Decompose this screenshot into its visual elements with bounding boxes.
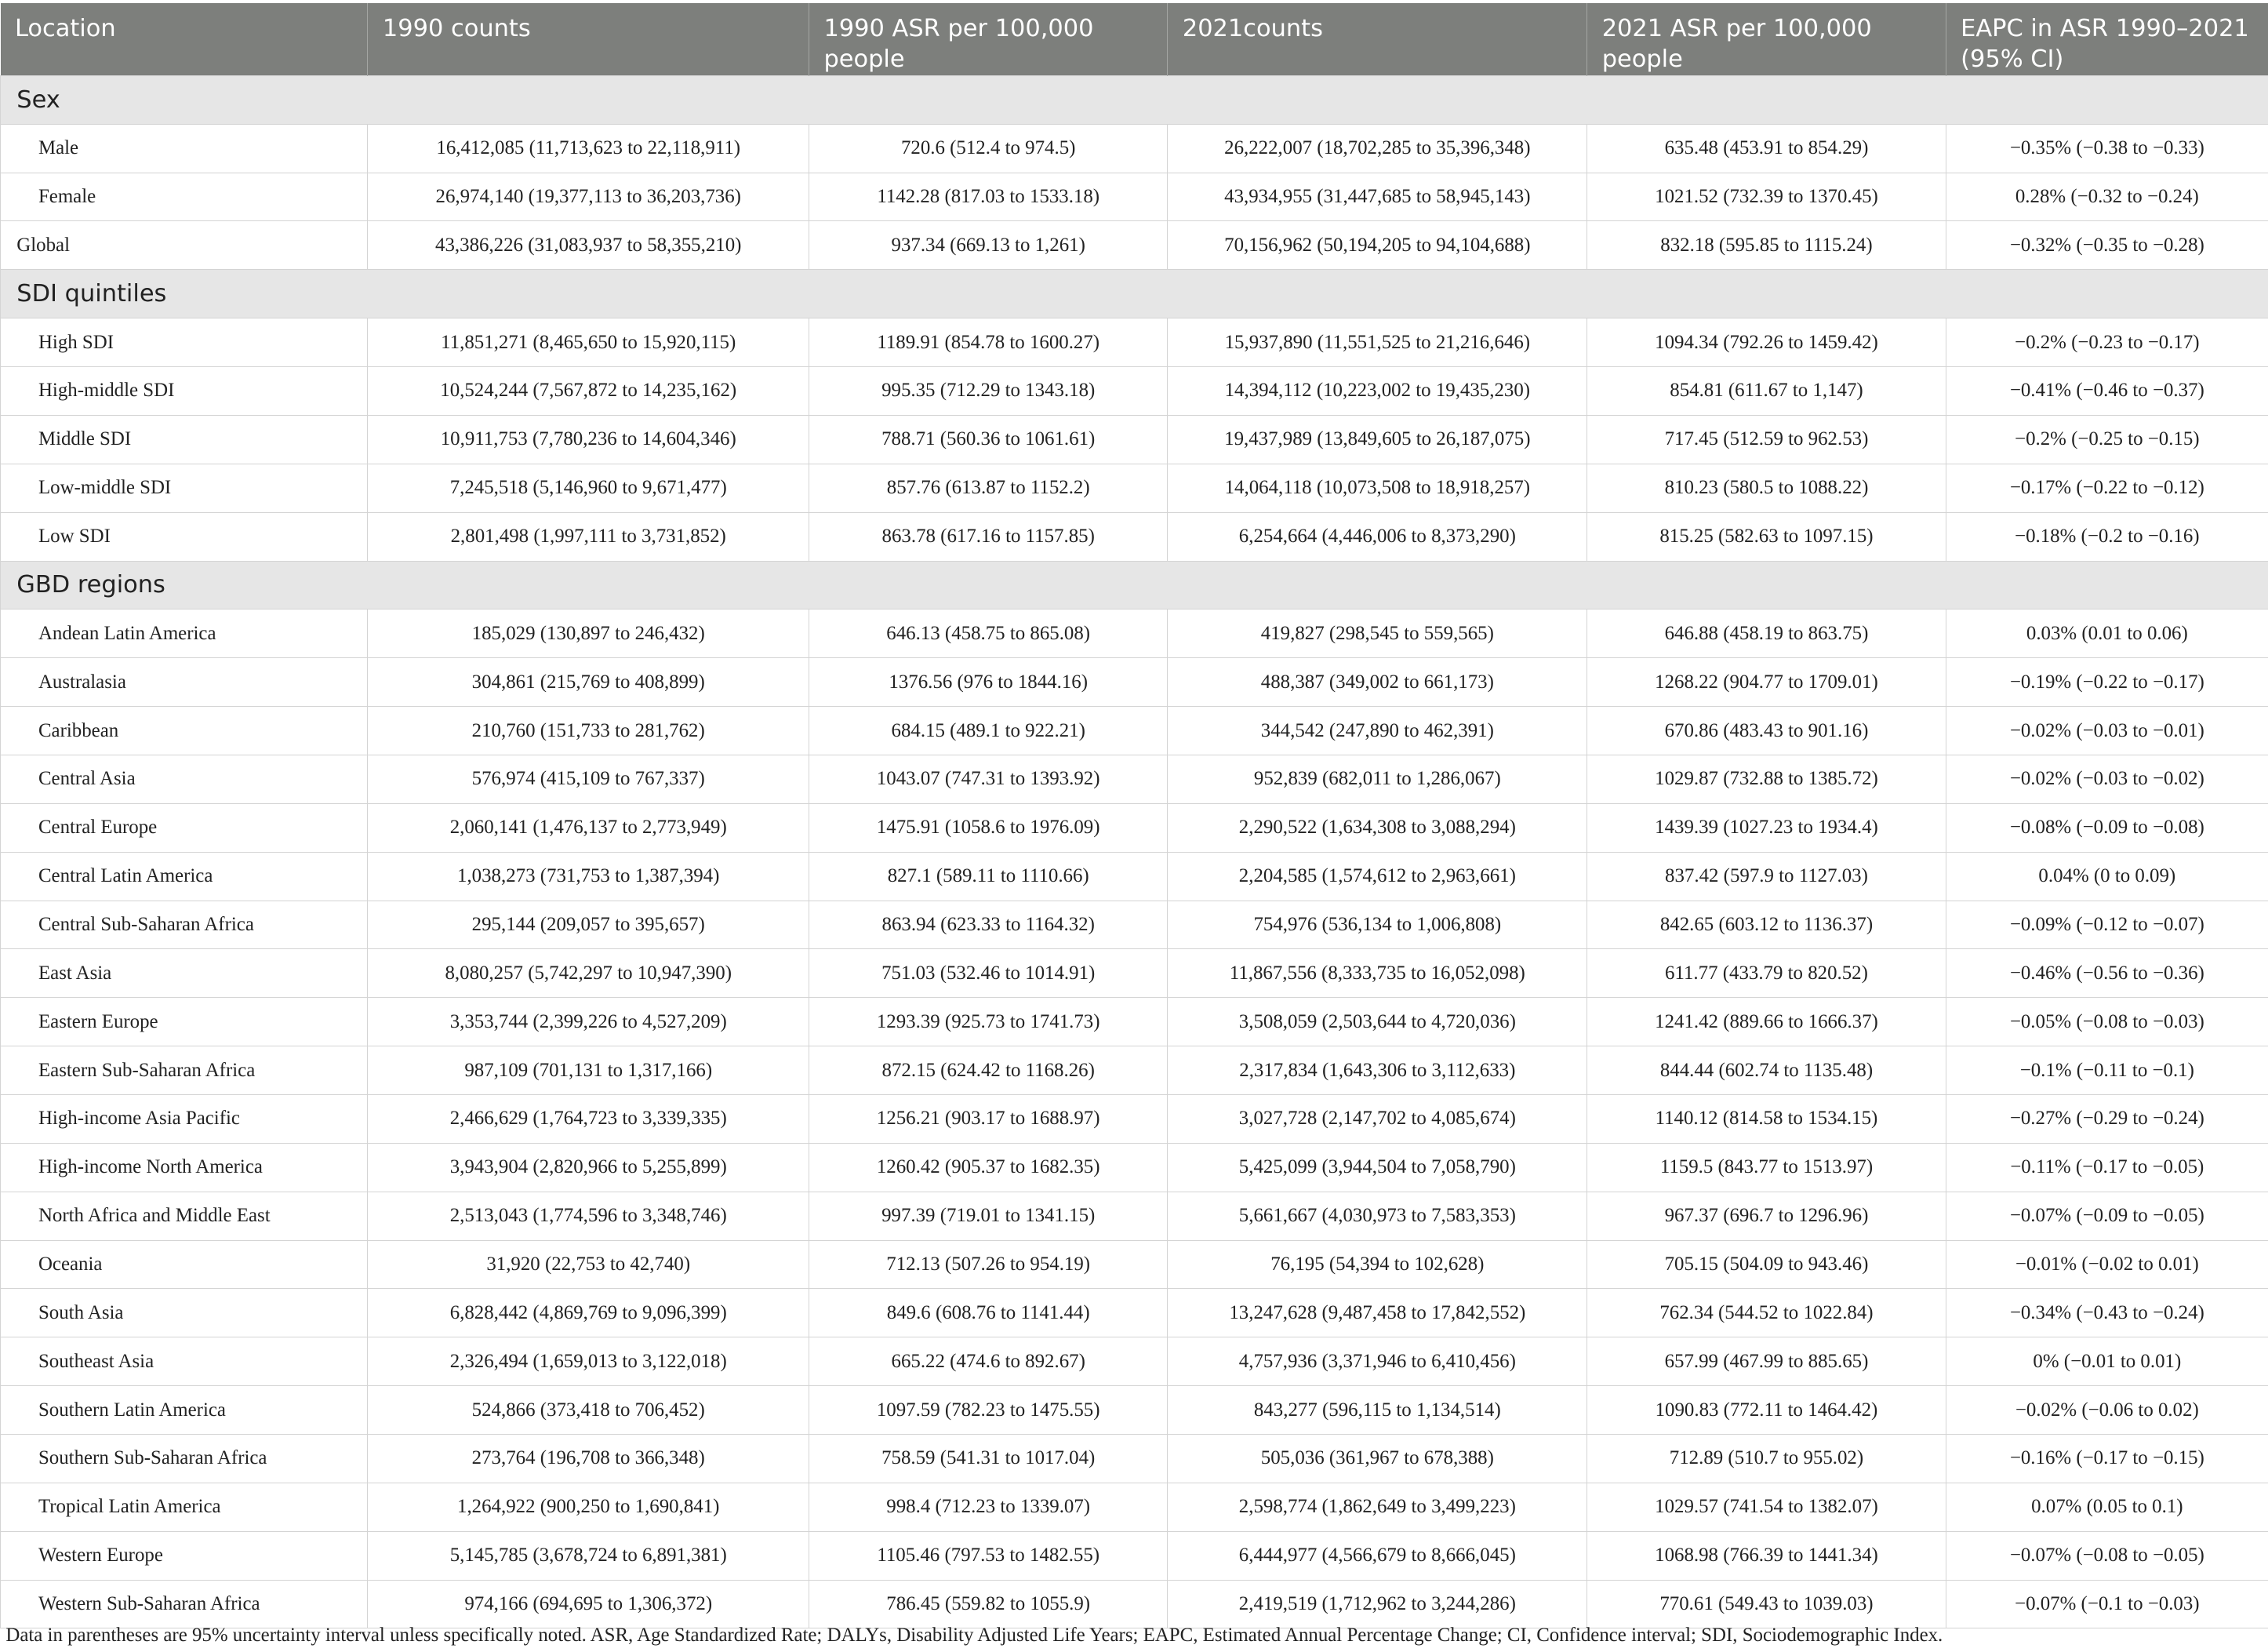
value-cell: 0% (−0.01 to 0.01) (1946, 1337, 2268, 1386)
value-cell: 786.45 (559.82 to 1055.9) (809, 1580, 1168, 1628)
value-cell: 863.78 (617.16 to 1157.85) (809, 512, 1168, 561)
value-cell: 5,145,785 (3,678,724 to 6,891,381) (368, 1531, 809, 1580)
data-table (0, 3, 2268, 1629)
value-cell: 2,290,522 (1,634,308 to 3,088,294) (1168, 803, 1587, 852)
value-cell: −0.07% (−0.09 to −0.05) (1946, 1192, 2268, 1240)
location-cell: Southeast Asia (1, 1337, 368, 1386)
value-cell: 997.39 (719.01 to 1341.15) (809, 1192, 1168, 1240)
section-header-row (1, 561, 2268, 609)
table-footnote: Data in parentheses are 95% uncertainty interval unless specifically noted. ASR, Age Standardized Rate; DALYs, Disability Adjusted Life Years; EAPC, Estimated Annual Percentage Change; CI, Confidence interval; SDI, Sociodemographic Index. (5, 1625, 1943, 1647)
table-row (1, 803, 2268, 852)
value-cell: −0.46% (−0.56 to −0.36) (1946, 949, 2268, 998)
section-title: Sex (1, 75, 2268, 124)
value-cell: 11,867,556 (8,333,735 to 16,052,098) (1168, 949, 1587, 998)
value-cell: −0.41% (−0.46 to −0.37) (1946, 367, 2268, 416)
location-cell: High-middle SDI (1, 367, 368, 416)
value-cell: −0.07% (−0.08 to −0.05) (1946, 1531, 2268, 1580)
value-cell: 31,920 (22,753 to 42,740) (368, 1240, 809, 1289)
value-cell: 1090.83 (772.11 to 1464.42) (1587, 1386, 1946, 1435)
value-cell: −0.19% (−0.22 to −0.17) (1946, 658, 2268, 707)
value-cell: 304,861 (215,769 to 408,899) (368, 658, 809, 707)
value-cell: 665.22 (474.6 to 892.67) (809, 1337, 1168, 1386)
header-2021-asr: 2021 ASR per 100,000 people (1587, 3, 1946, 76)
value-cell: 712.89 (510.7 to 955.02) (1587, 1434, 1946, 1483)
value-cell: 5,661,667 (4,030,973 to 7,583,353) (1168, 1192, 1587, 1240)
value-cell: 646.88 (458.19 to 863.75) (1587, 609, 1946, 658)
location-cell: East Asia (1, 949, 368, 998)
section-title: SDI quintiles (1, 270, 2268, 318)
value-cell: 1439.39 (1027.23 to 1934.4) (1587, 803, 1946, 852)
value-cell: 488,387 (349,002 to 661,173) (1168, 658, 1587, 707)
value-cell: −0.16% (−0.17 to −0.15) (1946, 1434, 2268, 1483)
location-cell: High-income North America (1, 1143, 368, 1192)
location-cell: Central Asia (1, 755, 368, 803)
value-cell: 1029.57 (741.54 to 1382.07) (1587, 1483, 1946, 1531)
table-row (1, 901, 2268, 949)
value-cell: 974,166 (694,695 to 1,306,372) (368, 1580, 809, 1628)
value-cell: 2,204,585 (1,574,612 to 2,963,661) (1168, 852, 1587, 901)
value-cell: −0.32% (−0.35 to −0.28) (1946, 221, 2268, 270)
value-cell: 762.34 (544.52 to 1022.84) (1587, 1289, 1946, 1337)
value-cell: 854.81 (611.67 to 1,147) (1587, 367, 1946, 416)
table-header (1, 3, 2268, 76)
value-cell: 19,437,989 (13,849,605 to 26,187,075) (1168, 415, 1587, 464)
section-header-row (1, 270, 2268, 318)
value-cell: −0.11% (−0.17 to −0.05) (1946, 1143, 2268, 1192)
table-row (1, 1386, 2268, 1435)
value-cell: 872.15 (624.42 to 1168.26) (809, 1046, 1168, 1095)
value-cell: 857.76 (613.87 to 1152.2) (809, 464, 1168, 512)
value-cell: −0.01% (−0.02 to 0.01) (1946, 1240, 2268, 1289)
location-cell: Low SDI (1, 512, 368, 561)
value-cell: 2,326,494 (1,659,013 to 3,122,018) (368, 1337, 809, 1386)
value-cell: 344,542 (247,890 to 462,391) (1168, 707, 1587, 755)
value-cell: 2,801,498 (1,997,111 to 3,731,852) (368, 512, 809, 561)
value-cell: 210,760 (151,733 to 281,762) (368, 707, 809, 755)
location-cell: Australasia (1, 658, 368, 707)
value-cell: 843,277 (596,115 to 1,134,514) (1168, 1386, 1587, 1435)
value-cell: 849.6 (608.76 to 1141.44) (809, 1289, 1168, 1337)
value-cell: 720.6 (512.4 to 974.5) (809, 124, 1168, 173)
location-cell: Southern Sub-Saharan Africa (1, 1434, 368, 1483)
value-cell: 832.18 (595.85 to 1115.24) (1587, 221, 1946, 270)
value-cell: 3,943,904 (2,820,966 to 5,255,899) (368, 1143, 809, 1192)
value-cell: −0.07% (−0.1 to −0.03) (1946, 1580, 2268, 1628)
table-row (1, 415, 2268, 464)
value-cell: −0.1% (−0.11 to −0.1) (1946, 1046, 2268, 1095)
table-row (1, 1580, 2268, 1628)
location-cell: Oceania (1, 1240, 368, 1289)
value-cell: 13,247,628 (9,487,458 to 17,842,552) (1168, 1289, 1587, 1337)
value-cell: 16,412,085 (11,713,623 to 22,118,911) (368, 124, 809, 173)
value-cell: 185,029 (130,897 to 246,432) (368, 609, 809, 658)
table-row (1, 1240, 2268, 1289)
value-cell: 3,027,728 (2,147,702 to 4,085,674) (1168, 1094, 1587, 1143)
table-row (1, 1337, 2268, 1386)
location-cell: Eastern Europe (1, 998, 368, 1046)
value-cell: 0.28% (−0.32 to −0.24) (1946, 173, 2268, 221)
table-row (1, 658, 2268, 707)
value-cell: 1159.5 (843.77 to 1513.97) (1587, 1143, 1946, 1192)
value-cell: 505,036 (361,967 to 678,388) (1168, 1434, 1587, 1483)
value-cell: 1021.52 (732.39 to 1370.45) (1587, 173, 1946, 221)
location-cell: Male (1, 124, 368, 173)
value-cell: 967.37 (696.7 to 1296.96) (1587, 1192, 1946, 1240)
value-cell: 952,839 (682,011 to 1,286,067) (1168, 755, 1587, 803)
table-row (1, 512, 2268, 561)
value-cell: 2,513,043 (1,774,596 to 3,348,746) (368, 1192, 809, 1240)
value-cell: 611.77 (433.79 to 820.52) (1587, 949, 1946, 998)
location-cell: Western Europe (1, 1531, 368, 1580)
value-cell: −0.27% (−0.29 to −0.24) (1946, 1094, 2268, 1143)
value-cell: 295,144 (209,057 to 395,657) (368, 901, 809, 949)
value-cell: 837.42 (597.9 to 1127.03) (1587, 852, 1946, 901)
value-cell: 0.03% (0.01 to 0.06) (1946, 609, 2268, 658)
location-cell: Low-middle SDI (1, 464, 368, 512)
table-row (1, 1192, 2268, 1240)
value-cell: 844.44 (602.74 to 1135.48) (1587, 1046, 1946, 1095)
value-cell: 684.15 (489.1 to 922.21) (809, 707, 1168, 755)
value-cell: 758.59 (541.31 to 1017.04) (809, 1434, 1168, 1483)
location-cell: Middle SDI (1, 415, 368, 464)
value-cell: 1,264,922 (900,250 to 1,690,841) (368, 1483, 809, 1531)
value-cell: 2,419,519 (1,712,962 to 3,244,286) (1168, 1580, 1587, 1628)
value-cell: 70,156,962 (50,194,205 to 94,104,688) (1168, 221, 1587, 270)
header-1990-asr: 1990 ASR per 100,000 people (809, 3, 1168, 76)
location-cell: Tropical Latin America (1, 1483, 368, 1531)
value-cell: 43,934,955 (31,447,685 to 58,945,143) (1168, 173, 1587, 221)
value-cell: 8,080,257 (5,742,297 to 10,947,390) (368, 949, 809, 998)
value-cell: 1094.34 (792.26 to 1459.42) (1587, 318, 1946, 367)
table-row (1, 1143, 2268, 1192)
table-row (1, 609, 2268, 658)
value-cell: 2,466,629 (1,764,723 to 3,339,335) (368, 1094, 809, 1143)
value-cell: 7,245,518 (5,146,960 to 9,671,477) (368, 464, 809, 512)
header-row (1, 3, 2268, 76)
value-cell: 827.1 (589.11 to 1110.66) (809, 852, 1168, 901)
location-cell: Central Latin America (1, 852, 368, 901)
header-2021-counts: 2021counts (1168, 3, 1587, 76)
location-cell: South Asia (1, 1289, 368, 1337)
table-row (1, 1289, 2268, 1337)
value-cell: 670.86 (483.43 to 901.16) (1587, 707, 1946, 755)
value-cell: 4,757,936 (3,371,946 to 6,410,456) (1168, 1337, 1587, 1386)
value-cell: 1376.56 (976 to 1844.16) (809, 658, 1168, 707)
table-row (1, 755, 2268, 803)
table-row (1, 1046, 2268, 1095)
table-row (1, 852, 2268, 901)
value-cell: −0.2% (−0.23 to −0.17) (1946, 318, 2268, 367)
value-cell: 10,524,244 (7,567,872 to 14,235,162) (368, 367, 809, 416)
section-title: GBD regions (1, 561, 2268, 609)
value-cell: 1293.39 (925.73 to 1741.73) (809, 998, 1168, 1046)
value-cell: 1189.91 (854.78 to 1600.27) (809, 318, 1168, 367)
value-cell: 998.4 (712.23 to 1339.07) (809, 1483, 1168, 1531)
location-cell: North Africa and Middle East (1, 1192, 368, 1240)
value-cell: 15,937,890 (11,551,525 to 21,216,646) (1168, 318, 1587, 367)
value-cell: 810.23 (580.5 to 1088.22) (1587, 464, 1946, 512)
location-cell: Western Sub-Saharan Africa (1, 1580, 368, 1628)
value-cell: −0.09% (−0.12 to −0.07) (1946, 901, 2268, 949)
value-cell: −0.17% (−0.22 to −0.12) (1946, 464, 2268, 512)
value-cell: 524,866 (373,418 to 706,452) (368, 1386, 809, 1435)
location-cell: Eastern Sub-Saharan Africa (1, 1046, 368, 1095)
location-cell: High-income Asia Pacific (1, 1094, 368, 1143)
value-cell: 2,598,774 (1,862,649 to 3,499,223) (1168, 1483, 1587, 1531)
value-cell: 6,254,664 (4,446,006 to 8,373,290) (1168, 512, 1587, 561)
section-header-row (1, 75, 2268, 124)
value-cell: 576,974 (415,109 to 767,337) (368, 755, 809, 803)
header-location: Location (1, 3, 368, 76)
value-cell: 1,038,273 (731,753 to 1,387,394) (368, 852, 809, 901)
header-eapc: EAPC in ASR 1990–2021 (95% CI) (1946, 3, 2268, 76)
value-cell: 705.15 (504.09 to 943.46) (1587, 1240, 1946, 1289)
table-row (1, 949, 2268, 998)
value-cell: 937.34 (669.13 to 1,261) (809, 221, 1168, 270)
value-cell: 0.04% (0 to 0.09) (1946, 852, 2268, 901)
value-cell: −0.02% (−0.03 to −0.01) (1946, 707, 2268, 755)
value-cell: 2,060,141 (1,476,137 to 2,773,949) (368, 803, 809, 852)
value-cell: 1029.87 (732.88 to 1385.72) (1587, 755, 1946, 803)
value-cell: 1142.28 (817.03 to 1533.18) (809, 173, 1168, 221)
value-cell: 3,353,744 (2,399,226 to 4,527,209) (368, 998, 809, 1046)
value-cell: −0.35% (−0.38 to −0.33) (1946, 124, 2268, 173)
value-cell: 842.65 (603.12 to 1136.37) (1587, 901, 1946, 949)
value-cell: 635.48 (453.91 to 854.29) (1587, 124, 1946, 173)
value-cell: 43,386,226 (31,083,937 to 58,355,210) (368, 221, 809, 270)
value-cell: 657.99 (467.99 to 885.65) (1587, 1337, 1946, 1386)
value-cell: 1256.21 (903.17 to 1688.97) (809, 1094, 1168, 1143)
value-cell: −0.18% (−0.2 to −0.16) (1946, 512, 2268, 561)
value-cell: 1241.42 (889.66 to 1666.37) (1587, 998, 1946, 1046)
table-row (1, 173, 2268, 221)
location-cell: Central Sub-Saharan Africa (1, 901, 368, 949)
value-cell: 0.07% (0.05 to 0.1) (1946, 1483, 2268, 1531)
value-cell: −0.02% (−0.03 to −0.02) (1946, 755, 2268, 803)
value-cell: 1043.07 (747.31 to 1393.92) (809, 755, 1168, 803)
table-row (1, 707, 2268, 755)
value-cell: 273,764 (196,708 to 366,348) (368, 1434, 809, 1483)
value-cell: 995.35 (712.29 to 1343.18) (809, 367, 1168, 416)
value-cell: 1260.42 (905.37 to 1682.35) (809, 1143, 1168, 1192)
location-cell: Global (1, 221, 368, 270)
location-cell: Caribbean (1, 707, 368, 755)
value-cell: 6,828,442 (4,869,769 to 9,096,399) (368, 1289, 809, 1337)
value-cell: −0.34% (−0.43 to −0.24) (1946, 1289, 2268, 1337)
table-row (1, 367, 2268, 416)
value-cell: −0.05% (−0.08 to −0.03) (1946, 998, 2268, 1046)
value-cell: 11,851,271 (8,465,650 to 15,920,115) (368, 318, 809, 367)
location-cell: Southern Latin America (1, 1386, 368, 1435)
table-row (1, 221, 2268, 270)
value-cell: 815.25 (582.63 to 1097.15) (1587, 512, 1946, 561)
table-row (1, 1531, 2268, 1580)
value-cell: 2,317,834 (1,643,306 to 3,112,633) (1168, 1046, 1587, 1095)
table-body (1, 75, 2268, 1628)
value-cell: −0.08% (−0.09 to −0.08) (1946, 803, 2268, 852)
value-cell: 863.94 (623.33 to 1164.32) (809, 901, 1168, 949)
value-cell: 26,222,007 (18,702,285 to 35,396,348) (1168, 124, 1587, 173)
table-row (1, 1434, 2268, 1483)
value-cell: 5,425,099 (3,944,504 to 7,058,790) (1168, 1143, 1587, 1192)
value-cell: 3,508,059 (2,503,644 to 4,720,036) (1168, 998, 1587, 1046)
location-cell: Female (1, 173, 368, 221)
header-1990-counts: 1990 counts (368, 3, 809, 76)
value-cell: 1268.22 (904.77 to 1709.01) (1587, 658, 1946, 707)
value-cell: 770.61 (549.43 to 1039.03) (1587, 1580, 1946, 1628)
value-cell: −0.02% (−0.06 to 0.02) (1946, 1386, 2268, 1435)
value-cell: 76,195 (54,394 to 102,628) (1168, 1240, 1587, 1289)
value-cell: 26,974,140 (19,377,113 to 36,203,736) (368, 173, 809, 221)
value-cell: 717.45 (512.59 to 962.53) (1587, 415, 1946, 464)
value-cell: 6,444,977 (4,566,679 to 8,666,045) (1168, 1531, 1587, 1580)
table-row (1, 998, 2268, 1046)
location-cell: Central Europe (1, 803, 368, 852)
value-cell: 1475.91 (1058.6 to 1976.09) (809, 803, 1168, 852)
value-cell: 1105.46 (797.53 to 1482.55) (809, 1531, 1168, 1580)
value-cell: 712.13 (507.26 to 954.19) (809, 1240, 1168, 1289)
table-row (1, 1483, 2268, 1531)
value-cell: 1068.98 (766.39 to 1441.34) (1587, 1531, 1946, 1580)
table-row (1, 1094, 2268, 1143)
location-cell: Andean Latin America (1, 609, 368, 658)
value-cell: 1097.59 (782.23 to 1475.55) (809, 1386, 1168, 1435)
value-cell: 10,911,753 (7,780,236 to 14,604,346) (368, 415, 809, 464)
value-cell: 754,976 (536,134 to 1,006,808) (1168, 901, 1587, 949)
location-cell: High SDI (1, 318, 368, 367)
table-row (1, 124, 2268, 173)
table-row (1, 318, 2268, 367)
table-row (1, 464, 2268, 512)
value-cell: 1140.12 (814.58 to 1534.15) (1587, 1094, 1946, 1143)
value-cell: 987,109 (701,131 to 1,317,166) (368, 1046, 809, 1095)
value-cell: 419,827 (298,545 to 559,565) (1168, 609, 1587, 658)
value-cell: 751.03 (532.46 to 1014.91) (809, 949, 1168, 998)
value-cell: −0.2% (−0.25 to −0.15) (1946, 415, 2268, 464)
value-cell: 646.13 (458.75 to 865.08) (809, 609, 1168, 658)
value-cell: 788.71 (560.36 to 1061.61) (809, 415, 1168, 464)
value-cell: 14,064,118 (10,073,508 to 18,918,257) (1168, 464, 1587, 512)
value-cell: 14,394,112 (10,223,002 to 19,435,230) (1168, 367, 1587, 416)
